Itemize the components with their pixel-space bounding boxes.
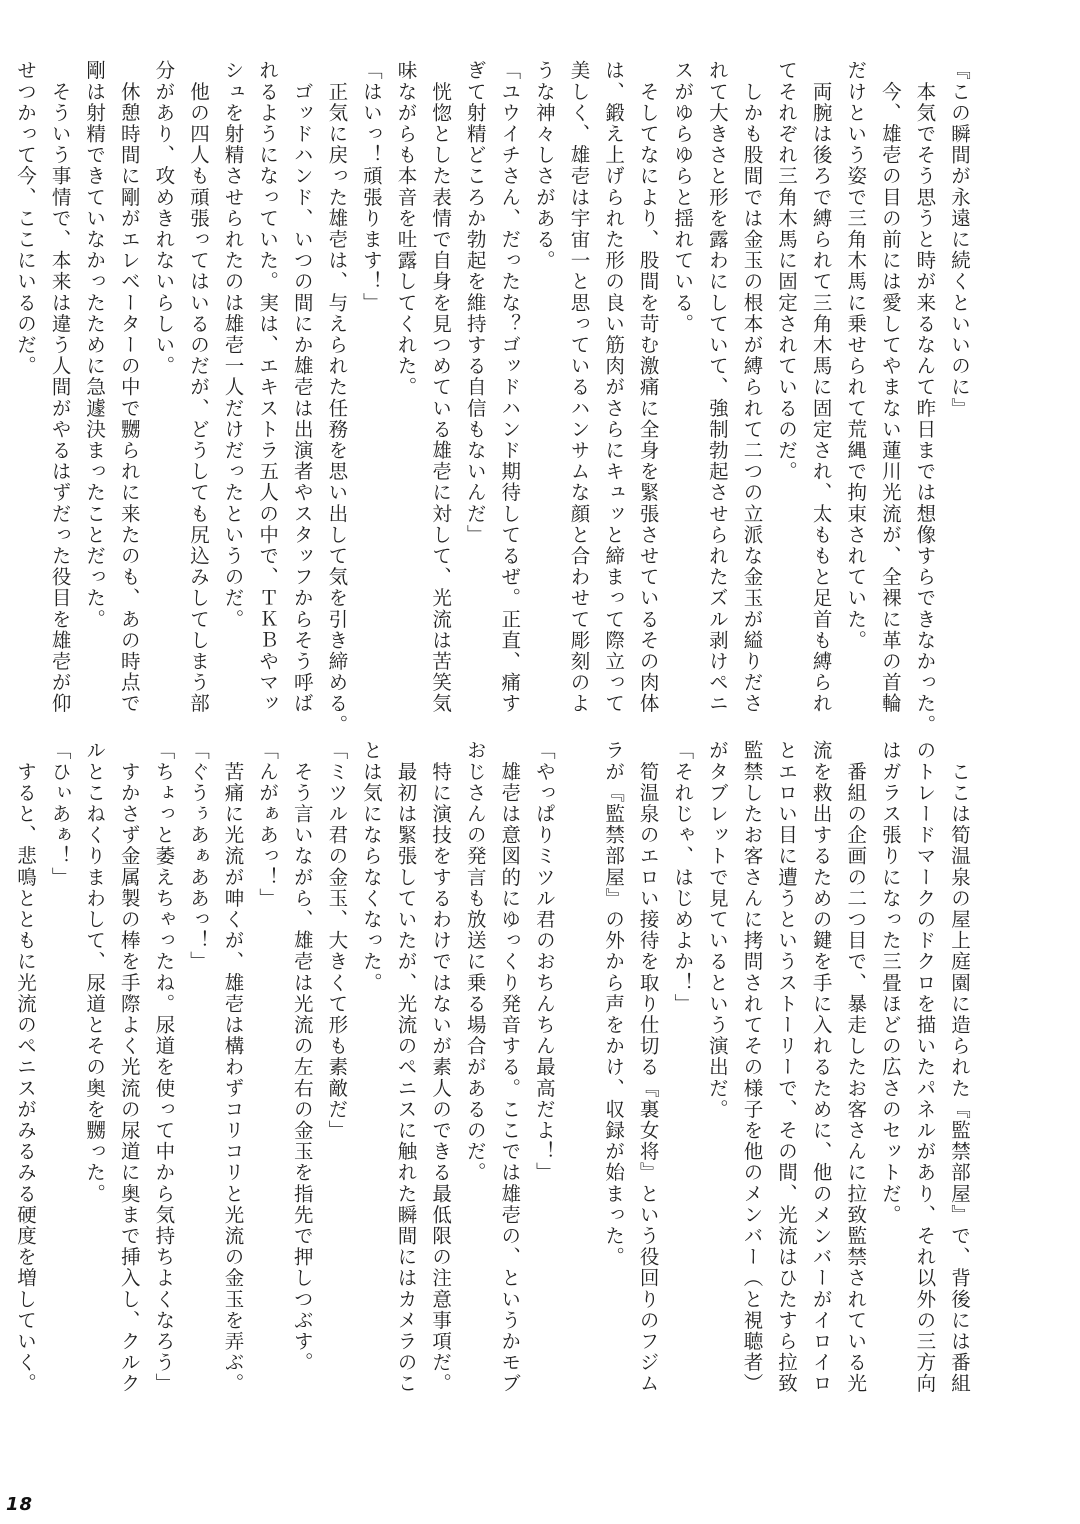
text-line: とは気にならなくなった。 [359, 740, 383, 994]
text-line: しかも股間では金玉の根本が縛られて二つの立派な金玉が縊りださ [740, 60, 764, 715]
text-line: 美しく、雄壱は宇宙一と思っているハンサムな顔と合わせて彫刻のよ [567, 60, 591, 715]
text-line: はガラス張りになった三畳ほどの広さのセットだ。 [878, 740, 902, 1226]
text-line: 他の四人も頑張ってはいるのだが、どうしても尻込みしてしまう部 [186, 60, 210, 715]
text-line: すると、悲鳴とともに光流のペニスがみるみる硬度を増していく。 [13, 740, 37, 1395]
text-line: 流を救出するための鍵を手に入れるために、他のメンバーがイロイロ [809, 740, 833, 1395]
text-line: 雄壱は意図的にゆっくり発音する。ここでは雄壱の、というかモブ [498, 740, 522, 1395]
text-line: 「それじゃ、はじめよか！」 [671, 740, 695, 1015]
text-line: ルとこねくりまわして、尿道とその奥を嬲った。 [83, 740, 107, 1205]
text-line: 「はいっ！頑張ります！」 [359, 60, 383, 314]
text-line: せつかって今、ここにいるのだ。 [13, 60, 37, 377]
text-line: 苦痛に光流が呻くが、雄壱は構わずコリコリと光流の金玉を弄ぶ。 [221, 740, 245, 1395]
text-line: 最初は緊張していたが、光流のペニスに触れた瞬間にはカメラのこ [394, 740, 418, 1395]
text-line: 番組の企画の二つ目で、暴走したお客さんに拉致監禁されている光 [844, 740, 868, 1395]
text-line: 両腕は後ろで縛られて三角木馬に固定され、太ももと足首も縛られ [809, 60, 833, 715]
text-line: おじさんの発言も放送に乗る場合があるのだ。 [463, 740, 487, 1184]
top-text-block [13, 60, 976, 736]
text-line: ラが『監禁部屋』の外から声をかけ、収録が始まった。 [602, 740, 626, 1268]
text-line: のトレードマークのドクロを描いたパネルがあり、それ以外の三方向 [913, 740, 937, 1395]
text-line: ぎて射精どころか勃起を維持する自信もないんだ」 [463, 60, 487, 546]
text-line: 筍温泉のエロい接待を取り仕切る『裏女将』という役回りのフジム [636, 740, 660, 1395]
text-line: うな神々しさがある。 [532, 60, 556, 271]
text-line: がタブレットで見ているという演出だ。 [705, 740, 729, 1120]
text-line [561, 740, 596, 1430]
page-number: 18 [6, 1494, 34, 1515]
text-line: シュを射精させられたのは雄壱一人だけだったというのだ。 [221, 60, 245, 630]
text-line: 監禁したお客さんに拷問されてその様子を他のメンバー（と視聴者） [740, 740, 764, 1395]
text-line: 「ひぃあぁ！」 [48, 740, 72, 888]
text-line: 本気でそう思うと時が来るなんて昨日までは想像すらできなかった。 [913, 60, 937, 736]
text-line: 休憩時間に剛がエレベーターの中で嬲られに来たのも、あの時点で [117, 60, 141, 715]
text-line: 『この瞬間が永遠に続くといいのに』 [948, 60, 971, 419]
text-line: 「ちょっと萎えちゃったね。尿道を使って中から気持ちよくなろう」 [152, 740, 176, 1395]
text-line: 剛は射精できていなかったために急遽決まったことだった。 [83, 60, 107, 630]
text-line: そういう事情で、本来は違う人間がやるはずだった役目を雄壱が仰 [48, 60, 72, 715]
text-line: 特に演技をするわけではないが素人のできる最低限の注意事項だ。 [429, 740, 453, 1395]
text-line: だけという姿で三角木馬に乗せられて荒縄で拘束されていた。 [844, 60, 868, 651]
text-line: れて大きさと形を露わにしていて、強制勃起させられたズル剥けペニ [705, 60, 729, 715]
text-line: 正気に戻った雄壱は、与えられた任務を思い出して気を引き締める。 [325, 60, 349, 736]
bottom-text-block [13, 740, 976, 1430]
text-line: 「やっぱりミツル君のおちんちん最高だよ！」 [532, 740, 556, 1184]
text-line: スがゆらゆらと揺れている。 [671, 60, 695, 335]
text-line: ゴッドハンド、いつの間にか雄壱は出演者やスタッフからそう呼ば [290, 60, 314, 715]
text-line: 恍惚とした表情で自身を見つめている雄壱に対して、光流は苦笑気 [429, 60, 453, 715]
text-line: 分があり、攻めきれないらしい。 [152, 60, 176, 377]
text-line: そしてなにより、股間を苛む激痛に全身を緊張させているその肉体 [636, 60, 660, 715]
text-line: れるようになっていた。実は、エキストラ五人の中で、ＴＫＢやマッ [256, 60, 280, 715]
text-line: 今、雄壱の目の前には愛してやまない蓮川光流が、全裸に革の首輪 [878, 60, 902, 715]
text-line: とエロい目に遭うというストーリーで、その間、光流はひたすら拉致 [775, 740, 799, 1395]
text-line: そう言いながら、雄壱は光流の左右の金玉を指先で押しつぶす。 [290, 740, 314, 1373]
text-line: 「ぐうぅあぁああっ！」 [186, 740, 210, 973]
text-line: 味ながらも本音を吐露してくれた。 [394, 60, 418, 398]
text-line: てそれぞれ三角木馬に固定されているのだ。 [775, 60, 799, 482]
text-line: 「ユウイチさん、だったな？ゴッドハンド期待してるぜ。正直、痛す [498, 60, 522, 715]
text-line: は、鍛え上げられた形の良い筋肉がさらにキュッと締まって際立って [602, 60, 626, 715]
text-line: すかさず金属製の棒を手際よく光流の尿道に奥まで挿入し、クルク [117, 740, 141, 1395]
text-line: 「ミツル君の金玉、大きくて形も素敵だ」 [325, 740, 349, 1141]
text-line: ここは筍温泉の屋上庭園に造られた『監禁部屋』で、背後には番組 [948, 740, 971, 1395]
text-line: 「んがぁあっ！」 [256, 740, 280, 909]
